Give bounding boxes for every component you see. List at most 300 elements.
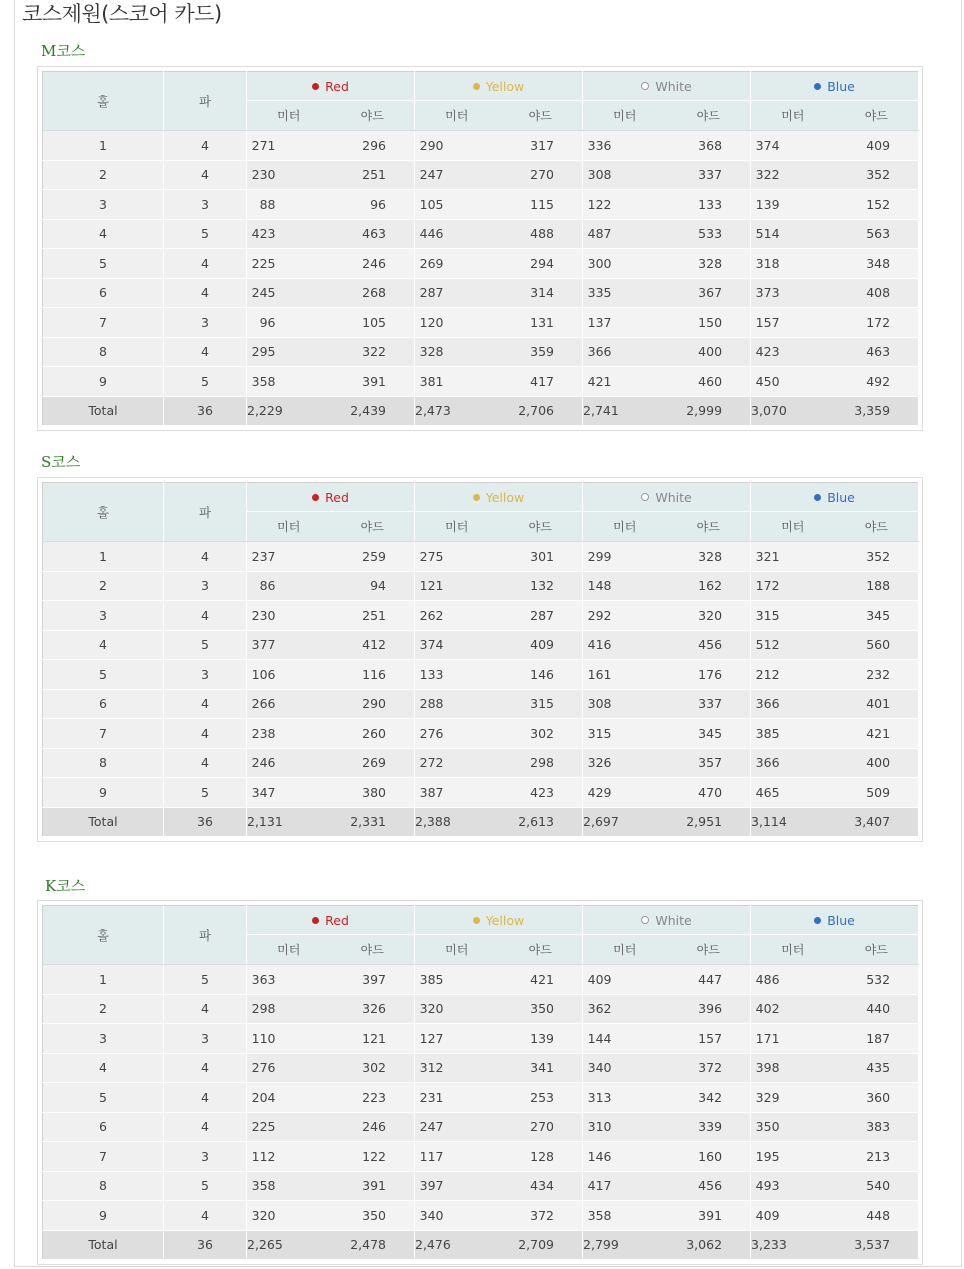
- yard-value: 360: [835, 1083, 919, 1113]
- yard-value: 391: [331, 367, 415, 397]
- table-row: [43, 190, 919, 220]
- meter-value: 238: [247, 719, 331, 749]
- meter-value: 298: [247, 994, 331, 1024]
- meter-value: 487: [583, 219, 667, 249]
- tee-header-blue: [751, 72, 919, 101]
- scorecard-m: [37, 66, 923, 431]
- hole-number: 9: [43, 1201, 164, 1231]
- yard-value: 350: [499, 994, 583, 1024]
- header-meter: 미터: [415, 935, 499, 965]
- yard-value: 412: [331, 630, 415, 660]
- tee-dot-icon: [473, 494, 480, 501]
- total-row: [43, 807, 919, 836]
- yard-value: 131: [499, 308, 583, 338]
- meter-value: 231: [415, 1083, 499, 1113]
- yard-value: 223: [331, 1083, 415, 1113]
- meter-value: 366: [751, 689, 835, 719]
- yard-value: 417: [499, 367, 583, 397]
- par-value: 3: [164, 308, 247, 338]
- total-yard: 2,706: [499, 396, 583, 425]
- meter-value: 204: [247, 1083, 331, 1113]
- yard-value: 423: [499, 778, 583, 808]
- par-value: 4: [164, 1053, 247, 1083]
- meter-value: 262: [415, 601, 499, 631]
- par-value: 4: [164, 689, 247, 719]
- tee-header-red: [247, 483, 415, 512]
- total-meter: 2,473: [415, 396, 499, 425]
- meter-value: 271: [247, 131, 331, 161]
- header-yard: 야드: [667, 512, 751, 542]
- meter-value: 409: [583, 965, 667, 995]
- meter-value: 423: [751, 337, 835, 367]
- meter-value: 120: [415, 308, 499, 338]
- yard-value: 456: [667, 1171, 751, 1201]
- header-yard: 야드: [499, 512, 583, 542]
- header-meter: 미터: [583, 935, 667, 965]
- yard-value: 460: [667, 367, 751, 397]
- meter-value: 310: [583, 1112, 667, 1142]
- yard-value: 345: [835, 601, 919, 631]
- meter-value: 409: [751, 1201, 835, 1231]
- yard-value: 409: [499, 630, 583, 660]
- meter-value: 230: [247, 601, 331, 631]
- meter-value: 329: [751, 1083, 835, 1113]
- yard-value: 132: [499, 571, 583, 601]
- table-row: [43, 630, 919, 660]
- meter-value: 398: [751, 1053, 835, 1083]
- hole-number: 7: [43, 719, 164, 749]
- header-par: 파: [164, 483, 247, 542]
- yard-value: 372: [667, 1053, 751, 1083]
- meter-value: 308: [583, 689, 667, 719]
- header-yard: 야드: [835, 935, 919, 965]
- header-yard: 야드: [835, 512, 919, 542]
- yard-value: 352: [835, 542, 919, 572]
- total-label: Total: [43, 1230, 164, 1259]
- par-value: 4: [164, 1112, 247, 1142]
- header-yard: 야드: [499, 101, 583, 131]
- tee-dot-icon: [641, 82, 649, 90]
- hole-number: 1: [43, 131, 164, 161]
- total-meter: 2,476: [415, 1230, 499, 1259]
- header-yard: 야드: [835, 101, 919, 131]
- yard-value: 268: [331, 278, 415, 308]
- par-value: 4: [164, 337, 247, 367]
- meter-value: 417: [583, 1171, 667, 1201]
- header-meter: 미터: [247, 512, 331, 542]
- tee-label: White: [655, 489, 692, 505]
- par-value: 5: [164, 630, 247, 660]
- meter-value: 328: [415, 337, 499, 367]
- hole-number: 2: [43, 160, 164, 190]
- total-par: 36: [164, 396, 247, 425]
- meter-value: 320: [415, 994, 499, 1024]
- total-row: [43, 1230, 919, 1259]
- yard-value: 328: [667, 249, 751, 279]
- yard-value: 435: [835, 1053, 919, 1083]
- yard-value: 380: [331, 778, 415, 808]
- meter-value: 225: [247, 1112, 331, 1142]
- total-yard: 2,478: [331, 1230, 415, 1259]
- meter-value: 374: [751, 131, 835, 161]
- par-value: 4: [164, 1201, 247, 1231]
- total-par: 36: [164, 807, 247, 836]
- yard-value: 162: [667, 571, 751, 601]
- table-row: [43, 1201, 919, 1231]
- table-row: [43, 748, 919, 778]
- yard-value: 160: [667, 1142, 751, 1172]
- hole-number: 7: [43, 1142, 164, 1172]
- meter-value: 450: [751, 367, 835, 397]
- yard-value: 560: [835, 630, 919, 660]
- yard-value: 509: [835, 778, 919, 808]
- hole-number: 1: [43, 542, 164, 572]
- meter-value: 326: [583, 748, 667, 778]
- yard-value: 188: [835, 571, 919, 601]
- table-row: [43, 994, 919, 1024]
- course-title-s: S코스: [41, 453, 81, 471]
- tee-header-white: [583, 483, 751, 512]
- meter-value: 340: [583, 1053, 667, 1083]
- table-row: [43, 965, 919, 995]
- yard-value: 146: [499, 660, 583, 690]
- par-value: 4: [164, 160, 247, 190]
- meter-value: 446: [415, 219, 499, 249]
- yard-value: 391: [667, 1201, 751, 1231]
- tee-label: Red: [325, 78, 349, 94]
- tee-label: Blue: [827, 78, 855, 94]
- page-title: 코스제원(스코어 카드): [22, 2, 222, 26]
- par-value: 4: [164, 131, 247, 161]
- yard-value: 314: [499, 278, 583, 308]
- total-meter: 3,114: [751, 807, 835, 836]
- meter-value: 148: [583, 571, 667, 601]
- meter-value: 276: [247, 1053, 331, 1083]
- par-value: 4: [164, 994, 247, 1024]
- hole-number: 3: [43, 190, 164, 220]
- yard-value: 315: [499, 689, 583, 719]
- yard-value: 368: [667, 131, 751, 161]
- yard-value: 176: [667, 660, 751, 690]
- yard-value: 133: [667, 190, 751, 220]
- hole-number: 5: [43, 1083, 164, 1113]
- meter-value: 350: [751, 1112, 835, 1142]
- meter-value: 385: [751, 719, 835, 749]
- total-yard: 2,331: [331, 807, 415, 836]
- tee-label: Red: [325, 489, 349, 505]
- scorecard-s: [37, 477, 923, 842]
- tee-label: White: [655, 912, 692, 928]
- meter-value: 137: [583, 308, 667, 338]
- header-meter: 미터: [415, 512, 499, 542]
- yard-value: 400: [835, 748, 919, 778]
- header-meter: 미터: [583, 512, 667, 542]
- yard-value: 337: [667, 160, 751, 190]
- table-row: [43, 542, 919, 572]
- meter-value: 320: [247, 1201, 331, 1231]
- meter-value: 347: [247, 778, 331, 808]
- header-yard: 야드: [499, 935, 583, 965]
- meter-value: 247: [415, 160, 499, 190]
- par-value: 4: [164, 278, 247, 308]
- table-row: [43, 1171, 919, 1201]
- meter-value: 287: [415, 278, 499, 308]
- yard-value: 301: [499, 542, 583, 572]
- yard-value: 391: [331, 1171, 415, 1201]
- yard-value: 339: [667, 1112, 751, 1142]
- total-yard: 3,359: [835, 396, 919, 425]
- yard-value: 357: [667, 748, 751, 778]
- yard-value: 298: [499, 748, 583, 778]
- header-yard: 야드: [667, 101, 751, 131]
- tee-header-yellow: [415, 72, 583, 101]
- hole-number: 8: [43, 1171, 164, 1201]
- total-yard: 2,999: [667, 396, 751, 425]
- header-meter: 미터: [751, 512, 835, 542]
- yard-value: 294: [499, 249, 583, 279]
- tee-header-white: [583, 906, 751, 935]
- meter-value: 245: [247, 278, 331, 308]
- yard-value: 352: [835, 160, 919, 190]
- total-par: 36: [164, 1230, 247, 1259]
- yard-value: 341: [499, 1053, 583, 1083]
- par-value: 4: [164, 249, 247, 279]
- total-meter: 2,229: [247, 396, 331, 425]
- par-value: 5: [164, 367, 247, 397]
- meter-value: 397: [415, 1171, 499, 1201]
- meter-value: 336: [583, 131, 667, 161]
- meter-value: 312: [415, 1053, 499, 1083]
- meter-value: 157: [751, 308, 835, 338]
- table-row: [43, 308, 919, 338]
- hole-number: 5: [43, 249, 164, 279]
- total-meter: 2,741: [583, 396, 667, 425]
- tee-label: Red: [325, 912, 349, 928]
- yard-value: 470: [667, 778, 751, 808]
- meter-value: 110: [247, 1024, 331, 1054]
- yard-value: 533: [667, 219, 751, 249]
- total-meter: 2,697: [583, 807, 667, 836]
- meter-value: 237: [247, 542, 331, 572]
- meter-value: 272: [415, 748, 499, 778]
- total-yard: 2,709: [499, 1230, 583, 1259]
- yard-value: 372: [499, 1201, 583, 1231]
- par-value: 3: [164, 1024, 247, 1054]
- yard-value: 96: [331, 190, 415, 220]
- yard-value: 270: [499, 1112, 583, 1142]
- tee-dot-icon: [312, 917, 319, 924]
- total-yard: 2,951: [667, 807, 751, 836]
- yard-value: 337: [667, 689, 751, 719]
- yard-value: 401: [835, 689, 919, 719]
- meter-value: 387: [415, 778, 499, 808]
- table-row: [43, 367, 919, 397]
- header-yard: 야드: [667, 935, 751, 965]
- meter-value: 366: [751, 748, 835, 778]
- total-yard: 2,439: [331, 396, 415, 425]
- yard-value: 326: [331, 994, 415, 1024]
- hole-number: 7: [43, 308, 164, 338]
- meter-value: 225: [247, 249, 331, 279]
- meter-value: 86: [247, 571, 331, 601]
- total-meter: 2,265: [247, 1230, 331, 1259]
- course-title-m: M코스: [41, 42, 86, 60]
- meter-value: 299: [583, 542, 667, 572]
- header-meter: 미터: [247, 101, 331, 131]
- yard-value: 409: [835, 131, 919, 161]
- meter-value: 358: [247, 367, 331, 397]
- tee-dot-icon: [473, 83, 480, 90]
- total-yard: 3,407: [835, 807, 919, 836]
- yard-value: 302: [499, 719, 583, 749]
- meter-value: 161: [583, 660, 667, 690]
- yard-value: 456: [667, 630, 751, 660]
- yard-value: 246: [331, 249, 415, 279]
- meter-value: 195: [751, 1142, 835, 1172]
- yard-value: 463: [835, 337, 919, 367]
- yard-value: 121: [331, 1024, 415, 1054]
- meter-value: 493: [751, 1171, 835, 1201]
- tee-header-yellow: [415, 483, 583, 512]
- meter-value: 322: [751, 160, 835, 190]
- table-row: [43, 337, 919, 367]
- yard-value: 260: [331, 719, 415, 749]
- scorecard-table: [42, 71, 919, 426]
- tee-label: White: [655, 78, 692, 94]
- total-yard: 2,613: [499, 807, 583, 836]
- yard-value: 139: [499, 1024, 583, 1054]
- tee-dot-icon: [814, 917, 821, 924]
- yard-value: 492: [835, 367, 919, 397]
- hole-number: 8: [43, 748, 164, 778]
- table-row: [43, 660, 919, 690]
- total-meter: 3,233: [751, 1230, 835, 1259]
- table-row: [43, 1083, 919, 1113]
- meter-value: 423: [247, 219, 331, 249]
- header-yard: 야드: [331, 935, 415, 965]
- meter-value: 358: [247, 1171, 331, 1201]
- tee-header-yellow: [415, 906, 583, 935]
- meter-value: 121: [415, 571, 499, 601]
- meter-value: 290: [415, 131, 499, 161]
- hole-number: 4: [43, 1053, 164, 1083]
- meter-value: 112: [247, 1142, 331, 1172]
- total-yard: 3,537: [835, 1230, 919, 1259]
- yard-value: 150: [667, 308, 751, 338]
- yard-value: 440: [835, 994, 919, 1024]
- yard-value: 213: [835, 1142, 919, 1172]
- hole-number: 9: [43, 367, 164, 397]
- tee-header-blue: [751, 906, 919, 935]
- par-value: 3: [164, 190, 247, 220]
- meter-value: 318: [751, 249, 835, 279]
- yard-value: 296: [331, 131, 415, 161]
- hole-number: 4: [43, 630, 164, 660]
- yard-value: 488: [499, 219, 583, 249]
- meter-value: 321: [751, 542, 835, 572]
- table-row: [43, 719, 919, 749]
- tee-header-red: [247, 906, 415, 935]
- table-row: [43, 1112, 919, 1142]
- meter-value: 512: [751, 630, 835, 660]
- par-value: 5: [164, 1171, 247, 1201]
- yard-value: 251: [331, 160, 415, 190]
- meter-value: 127: [415, 1024, 499, 1054]
- meter-value: 146: [583, 1142, 667, 1172]
- par-value: 5: [164, 965, 247, 995]
- yard-value: 317: [499, 131, 583, 161]
- table-row: [43, 1142, 919, 1172]
- meter-value: 373: [751, 278, 835, 308]
- meter-value: 276: [415, 719, 499, 749]
- meter-value: 269: [415, 249, 499, 279]
- tee-label: Yellow: [485, 78, 525, 94]
- yard-value: 253: [499, 1083, 583, 1113]
- yard-value: 328: [667, 542, 751, 572]
- tee-header-blue: [751, 483, 919, 512]
- tee-dot-icon: [473, 917, 480, 924]
- table-row: [43, 131, 919, 161]
- yard-value: 232: [835, 660, 919, 690]
- meter-value: 295: [247, 337, 331, 367]
- hole-number: 6: [43, 1112, 164, 1142]
- meter-value: 300: [583, 249, 667, 279]
- hole-number: 3: [43, 1024, 164, 1054]
- total-meter: 2,388: [415, 807, 499, 836]
- yard-value: 290: [331, 689, 415, 719]
- header-par: 파: [164, 906, 247, 965]
- scorecard-table: [42, 905, 919, 1260]
- hole-number: 6: [43, 278, 164, 308]
- yard-value: 348: [835, 249, 919, 279]
- par-value: 4: [164, 719, 247, 749]
- meter-value: 402: [751, 994, 835, 1024]
- yard-value: 396: [667, 994, 751, 1024]
- hole-number: 6: [43, 689, 164, 719]
- tee-label: Blue: [827, 912, 855, 928]
- tee-dot-icon: [641, 916, 649, 924]
- table-row: [43, 278, 919, 308]
- meter-value: 315: [751, 601, 835, 631]
- yard-value: 359: [499, 337, 583, 367]
- meter-value: 230: [247, 160, 331, 190]
- yard-value: 421: [499, 965, 583, 995]
- par-value: 3: [164, 660, 247, 690]
- meter-value: 212: [751, 660, 835, 690]
- hole-number: 2: [43, 994, 164, 1024]
- yard-value: 128: [499, 1142, 583, 1172]
- hole-number: 8: [43, 337, 164, 367]
- meter-value: 308: [583, 160, 667, 190]
- yard-value: 122: [331, 1142, 415, 1172]
- meter-value: 288: [415, 689, 499, 719]
- yard-value: 345: [667, 719, 751, 749]
- yard-value: 397: [331, 965, 415, 995]
- tee-dot-icon: [312, 83, 319, 90]
- table-row: [43, 160, 919, 190]
- yard-value: 269: [331, 748, 415, 778]
- header-hole: 홀: [43, 483, 164, 542]
- meter-value: 486: [751, 965, 835, 995]
- tee-header-white: [583, 72, 751, 101]
- meter-value: 266: [247, 689, 331, 719]
- tee-dot-icon: [814, 83, 821, 90]
- par-value: 5: [164, 778, 247, 808]
- hole-number: 5: [43, 660, 164, 690]
- hole-number: 3: [43, 601, 164, 631]
- yard-value: 105: [331, 308, 415, 338]
- table-row: [43, 778, 919, 808]
